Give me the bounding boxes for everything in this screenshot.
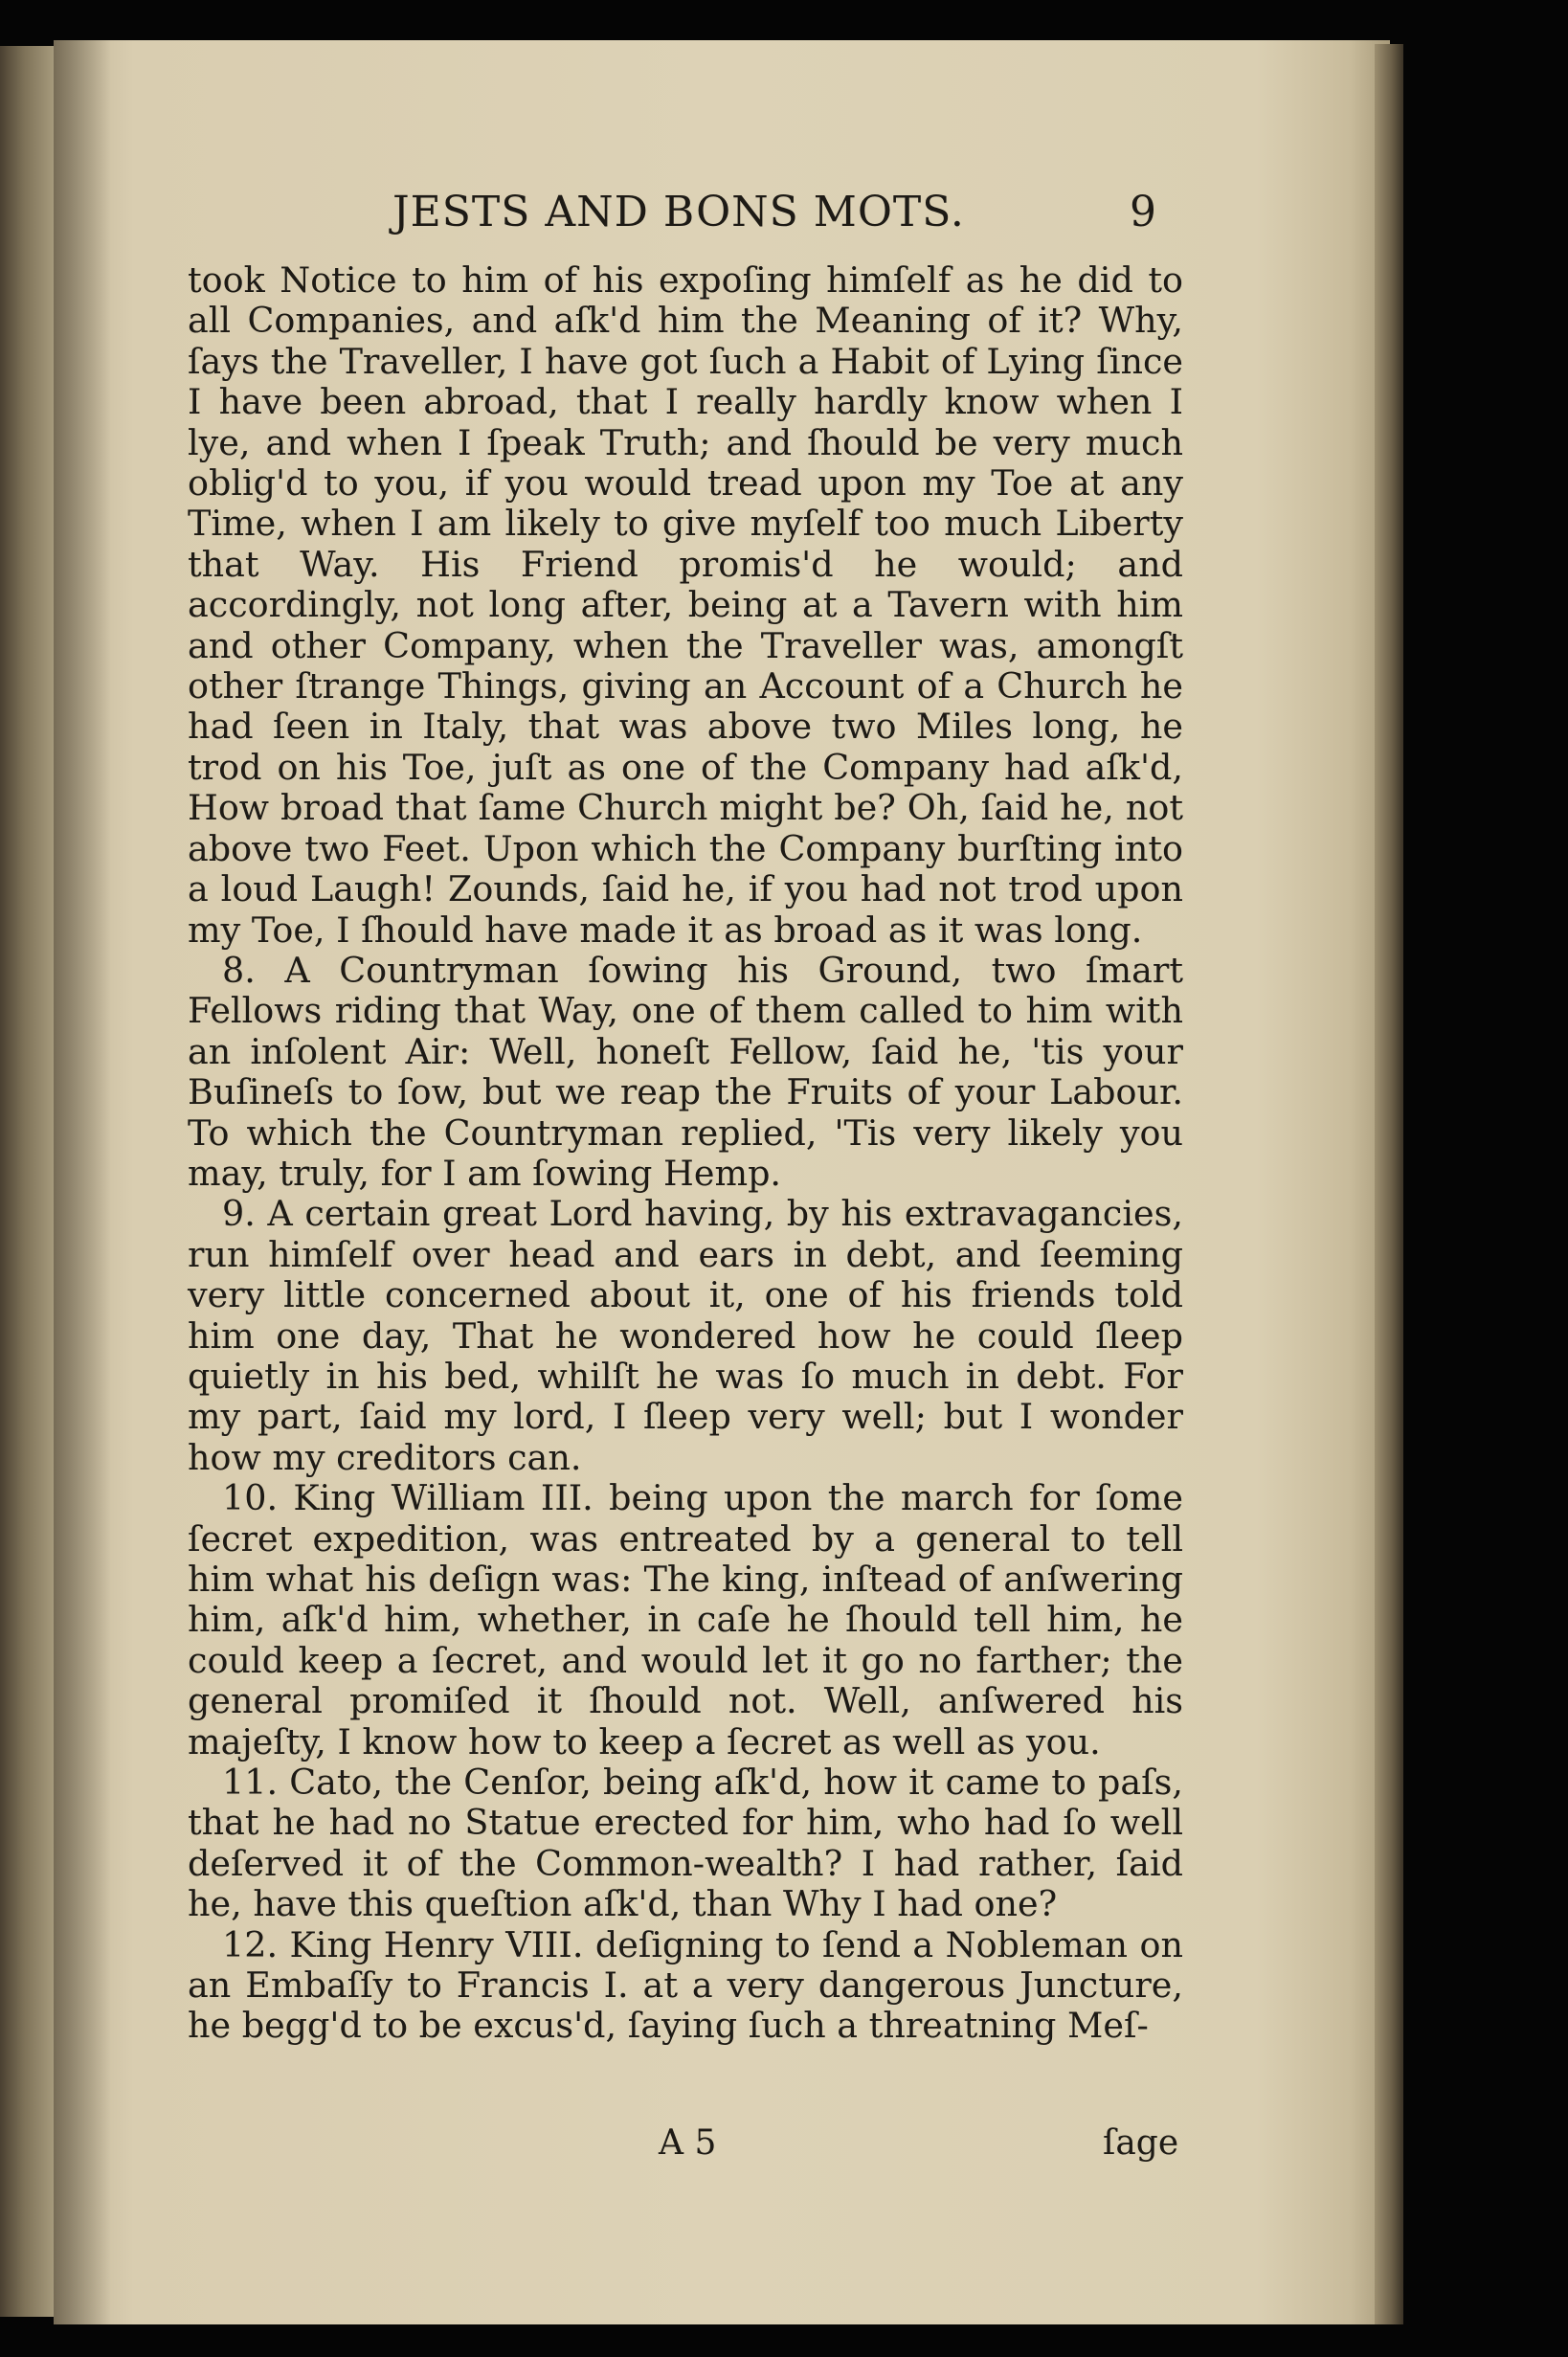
previous-page-edge — [0, 46, 54, 2317]
page-number: 9 — [1130, 188, 1156, 236]
paragraph-continuation: took Notice to him of his expoſing himſelf as he did to all Companies, and aſk'd him the Meaning of it? Why, ſays the Traveller, I have got ſuch a Habit of Lying ſince I have been abroad, that I really hardly know when I lye, and when I ſpeak Truth; and ſhould be very much oblig'd to you, if you would tread upon my Toe at any Time, when I am likely to give myſelf too much Liberty that Way. His Friend promis'd he would; and accordingly, not long after, being at a Tavern with him and other Company, when the Traveller was, amongſt other ſtrange Things, giving an Account of a Church he had ſeen in Italy, that was above two Miles long, he trod on his Toe, juſt as one of the Company had aſk'd, How broad that ſame Church might be? Oh, ſaid he, not above two Feet. Upon which the Company burſting into a loud Laugh! Zounds, ſaid he, if you had not trod upon my Toe, I ſhould have made it as broad as it was long. — [188, 259, 1183, 951]
page-fore-edge — [1375, 44, 1403, 2324]
page-footer — [0, 2123, 1568, 2171]
body-text — [188, 260, 1183, 2047]
paragraph-jest-11: 11. Cato, the Cenſor, being aſk'd, how it came to paſs, that he had no Statue erected for him, who had ſo well deſerved it of the Common-wealth? I had rather, ſaid he, have this queſtion aſk'd, than Why I had one? — [188, 1762, 1183, 1925]
signature-mark: A 5 — [659, 2123, 717, 2163]
paragraph-jest-12: 12. King Henry VIII. deſigning to ſend a Nobleman on an Embaſſy to Francis I. at a very dangerous Juncture, he begg'd to be excus'd, ſaying ſuch a threatning Meſ- — [188, 1923, 1183, 2047]
running-head: JESTS AND BONS MOTS. — [392, 188, 965, 236]
paragraph-jest-10: 10. King William III. being upon the march for ſome ſecret expedition, was entreated by a general to tell him what his deſign was: The king, inſtead of anſwering him, aſk'd him, whether, in caſe he ſhould tell him, he could keep a ſecret, and would let it go no farther; the general promiſed it ſhould not. Well, anſwered his majeſty, I know how to keep a ſecret as well as you. — [188, 1477, 1183, 1762]
paragraph-jest-8: 8. A Countryman ſowing his Ground, two ſmart Fellows riding that Way, one of them called to him with an inſolent Air: Well, honeſt Fellow, ſaid he, 'tis your Buſineſs to ſow, but we reap the Fruits of your Labour. To which the Countryman replied, 'Tis very likely you may, truly, for I am ſowing Hemp. — [188, 949, 1183, 1194]
page-header — [392, 188, 1158, 255]
catchword: ſage — [1103, 2123, 1179, 2163]
paragraph-jest-9: 9. A certain great Lord having, by his extravagancies, run himſelf over head and ears in debt, and ſeeming very little concerned about it, one of his friends told him one day, That he wondered how he could ſleep quietly in his bed, whilſt he was ſo much in debt. For my part, ſaid my lord, I ſleep very well; but I wonder how my creditors can. — [188, 1193, 1183, 1478]
gutter-shadow — [54, 40, 111, 2324]
